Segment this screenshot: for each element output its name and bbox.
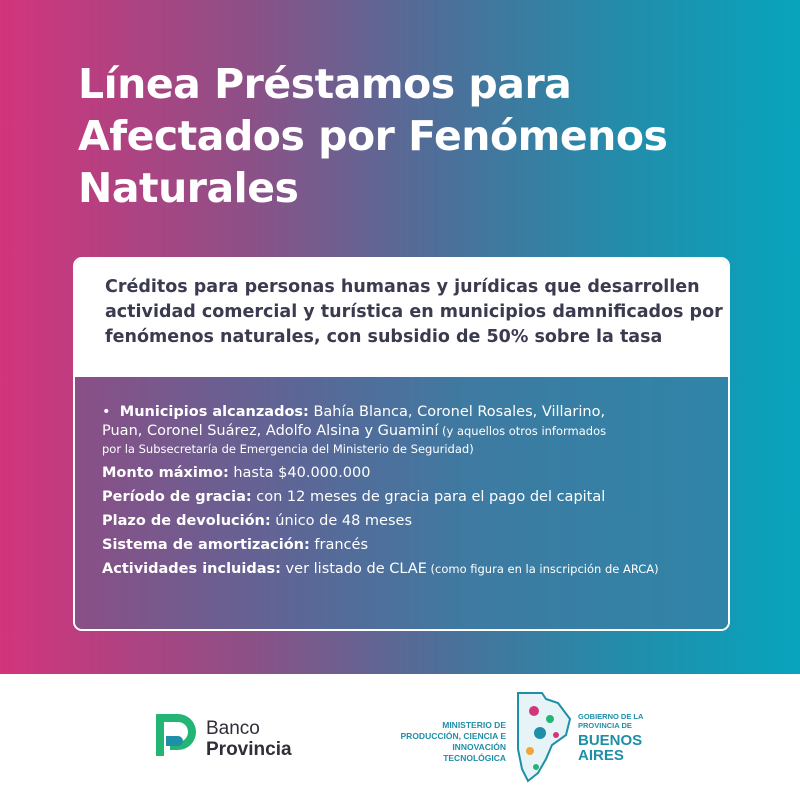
title-line-2: Afectados por Fenómenos — [78, 112, 668, 160]
page-title — [78, 58, 778, 214]
banco-provincia-logo-icon — [154, 712, 198, 758]
gob-big-1: BUENOS — [578, 732, 643, 749]
ministry-line-3: INNOVACIÓN TECNOLÓGICA — [443, 742, 506, 763]
bullet-icon: • — [102, 404, 120, 420]
detail-actividades — [102, 561, 708, 577]
detail-sistema — [102, 537, 708, 553]
detail-gracia — [102, 489, 708, 505]
sistema-label: Sistema de amortización: — [102, 537, 310, 553]
gob-big-2: AIRES — [578, 747, 624, 764]
municipios-value-1: Bahía Blanca, Coronel Rosales, Villarino, — [308, 404, 606, 420]
detail-monto — [102, 465, 708, 481]
info-card — [73, 257, 730, 631]
actividades-value: ver listado de CLAE — [280, 561, 427, 577]
title-line-1: Línea Préstamos para — [78, 60, 572, 108]
plazo-value: único de 48 meses — [270, 513, 413, 529]
municipios-note-1: (y aquellos otros informados — [438, 424, 607, 438]
title-line-3: Naturales — [78, 164, 299, 212]
municipios-value-2: Puan, Coronel Suárez, Adolfo Alsina y Guaminí — [102, 423, 439, 439]
ministry-line-2: PRODUCCIÓN, CIENCIA E — [400, 731, 506, 741]
intro-line-3: fenómenos naturales, con subsidio de 50% sobre la tasa — [105, 327, 663, 347]
ministry-name — [388, 720, 506, 764]
intro-box — [75, 259, 728, 377]
intro-line-2: actividad comercial y turística en municipios damnificados por — [105, 302, 723, 322]
monto-value: hasta $40.000.000 — [228, 465, 371, 481]
actividades-label: Actividades incluidas: — [102, 561, 281, 577]
gob-line-1: GOBIERNO DE LA — [578, 712, 644, 721]
monto-label: Monto máximo: — [102, 465, 229, 481]
detail-municipios — [102, 403, 708, 457]
intro-line-1: Créditos para personas humanas y jurídicas que desarrollen — [105, 277, 700, 297]
gob-line-2: PROVINCIA DE — [578, 721, 632, 730]
gobierno-logo-text — [578, 712, 643, 763]
municipios-label: Municipios alcanzados: — [119, 404, 309, 420]
gracia-label: Período de gracia: — [102, 489, 252, 505]
gracia-value: con 12 meses de gracia para el pago del capital — [251, 489, 606, 505]
plazo-label: Plazo de devolución: — [102, 513, 271, 529]
ministry-line-1: MINISTERIO DE — [442, 720, 506, 730]
bank-name — [206, 718, 292, 760]
bank-name-line-2: Provincia — [206, 739, 292, 760]
detail-plazo — [102, 513, 708, 529]
bank-name-line-1: Banco — [206, 718, 260, 739]
actividades-note: (como figura en la inscripción de ARCA) — [426, 562, 659, 576]
details-box — [75, 377, 728, 629]
sistema-value: francés — [309, 537, 368, 553]
buenos-aires-map-icon — [512, 689, 574, 785]
municipios-note-2: por la Subsecretaría de Emergencia del Ministerio de Seguridad) — [102, 442, 474, 456]
